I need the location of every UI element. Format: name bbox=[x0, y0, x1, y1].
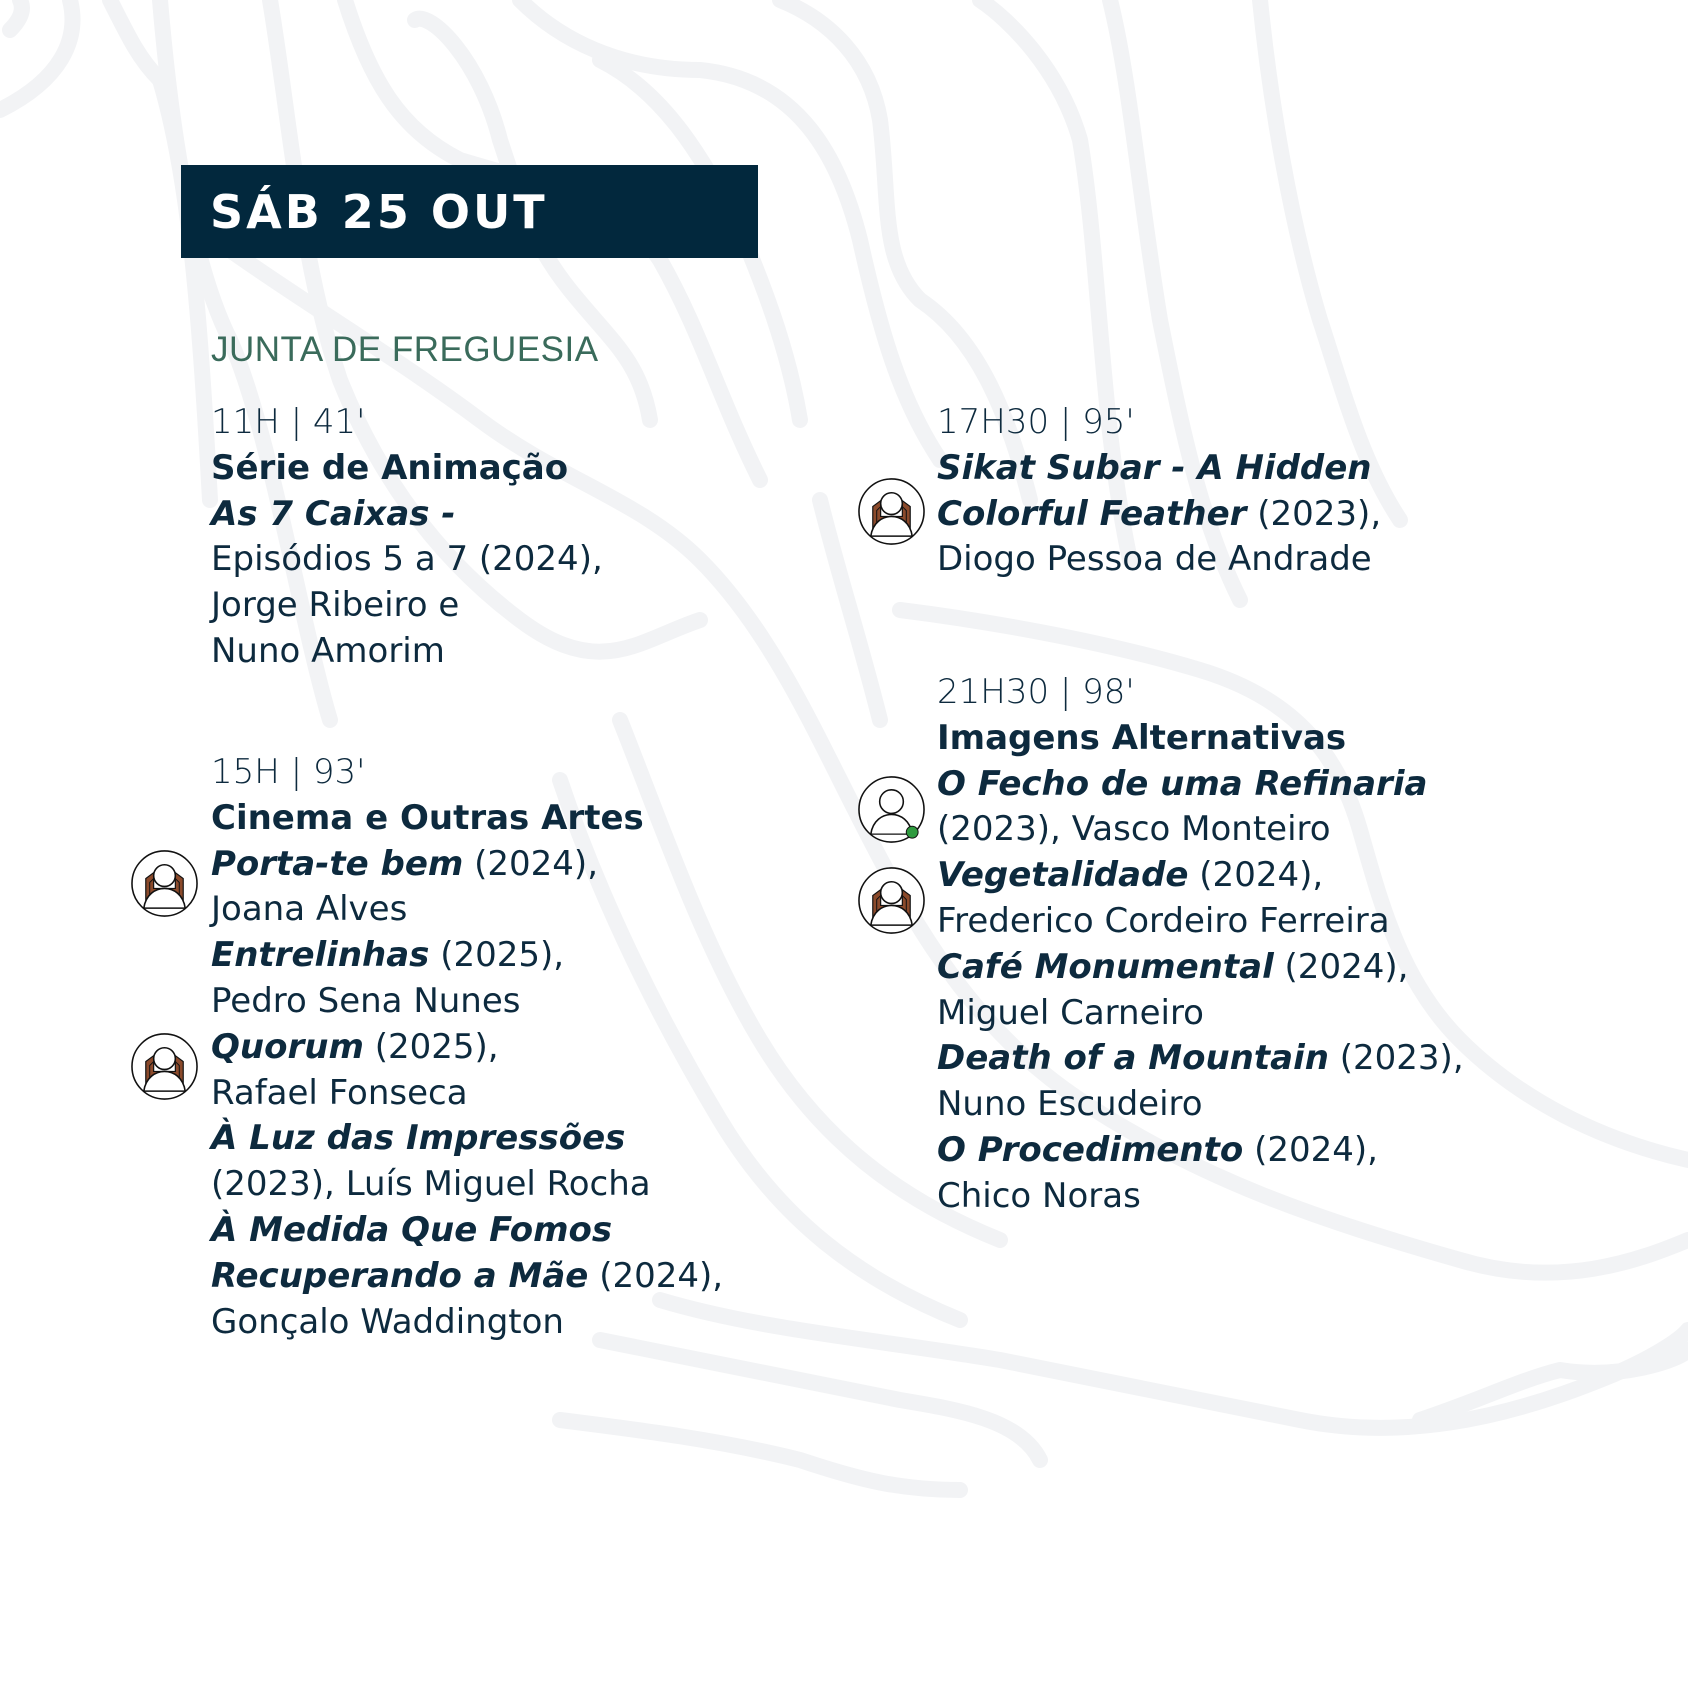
film-year: (2024), bbox=[599, 1255, 724, 1296]
film-title: Entrelinhas bbox=[211, 935, 430, 976]
film-entry bbox=[937, 853, 1464, 899]
film-entry bbox=[937, 1128, 1464, 1174]
session-time: 21H30 | 98' bbox=[937, 672, 1135, 712]
film-director: Frederico Cordeiro Ferreira bbox=[937, 900, 1390, 941]
session-15h bbox=[211, 750, 723, 1345]
film-director: Nuno Amorim bbox=[211, 630, 445, 671]
film-year: (2023), bbox=[937, 809, 1061, 850]
film-entry bbox=[937, 1036, 1464, 1082]
film-title: O Procedimento bbox=[937, 1129, 1244, 1170]
seated-person-icon bbox=[130, 849, 199, 918]
session-time: 11H | 41' bbox=[211, 402, 366, 442]
film-year: (2024), bbox=[474, 843, 599, 884]
venue-heading: JUNTA DE FREGUESIA bbox=[211, 330, 599, 369]
user-online-icon bbox=[857, 775, 926, 844]
film-director: Jorge Ribeiro e bbox=[211, 585, 460, 626]
film-director: Pedro Sena Nunes bbox=[211, 980, 521, 1021]
session-11h bbox=[211, 400, 603, 675]
film-title: Recuperando a Mãe bbox=[211, 1255, 589, 1296]
film-entry bbox=[937, 945, 1464, 991]
film-director: Chico Noras bbox=[937, 1175, 1141, 1216]
session-category: Série de Animação bbox=[211, 447, 569, 488]
film-title: As 7 Caixas - bbox=[211, 493, 456, 534]
film-year: (2023), bbox=[1257, 493, 1382, 534]
session-category: Imagens Alternativas bbox=[937, 717, 1347, 758]
film-year: (2023), bbox=[1339, 1038, 1464, 1079]
film-title: À Luz das Impressões bbox=[211, 1118, 626, 1159]
film-director: Rafael Fonseca bbox=[211, 1072, 468, 1113]
session-17h30 bbox=[937, 400, 1381, 583]
film-entry bbox=[211, 1254, 723, 1300]
film-entry bbox=[937, 807, 1464, 853]
film-title: Sikat Subar - A Hidden bbox=[937, 447, 1372, 488]
film-title: O Fecho de uma Refinaria bbox=[937, 763, 1428, 804]
film-title: Colorful Feather bbox=[937, 493, 1247, 534]
film-year: (2024), bbox=[1199, 855, 1324, 896]
film-title: Vegetalidade bbox=[937, 855, 1189, 896]
film-director: Nuno Escudeiro bbox=[937, 1084, 1203, 1125]
session-time: 17H30 | 95' bbox=[937, 402, 1135, 442]
film-director: Miguel Carneiro bbox=[937, 992, 1204, 1033]
film-entry bbox=[211, 1162, 723, 1208]
film-year: (2025), bbox=[374, 1026, 499, 1067]
film-director: Joana Alves bbox=[211, 889, 408, 930]
film-entry bbox=[211, 1025, 723, 1071]
seated-person-icon bbox=[857, 477, 926, 546]
film-entry bbox=[937, 492, 1381, 538]
seated-person-icon bbox=[130, 1032, 199, 1101]
film-year: (2023), bbox=[211, 1164, 335, 1205]
film-title: Porta-te bem bbox=[211, 843, 464, 884]
film-title: Quorum bbox=[211, 1026, 364, 1067]
film-entry bbox=[211, 842, 723, 888]
film-year: (2024), bbox=[1254, 1129, 1378, 1170]
film-title: Death of a Mountain bbox=[937, 1038, 1329, 1079]
film-year: (2025), bbox=[440, 935, 565, 976]
date-banner bbox=[181, 165, 758, 258]
film-director: Luís Miguel Rocha bbox=[345, 1164, 651, 1205]
date-heading: SÁB 25 OUT bbox=[210, 184, 548, 239]
session-21h30 bbox=[937, 670, 1464, 1220]
session-category: Cinema e Outras Artes bbox=[211, 797, 644, 838]
film-director: Gonçalo Waddington bbox=[211, 1301, 564, 1342]
film-director: Vasco Monteiro bbox=[1071, 809, 1331, 850]
film-info: Episódios 5 a 7 (2024), bbox=[211, 539, 603, 580]
film-title: Café Monumental bbox=[937, 946, 1274, 987]
film-entry bbox=[211, 933, 723, 979]
film-director: Diogo Pessoa de Andrade bbox=[937, 539, 1372, 580]
film-title: À Medida Que Fomos bbox=[211, 1209, 613, 1250]
session-time: 15H | 93' bbox=[211, 752, 366, 792]
seated-person-icon bbox=[857, 866, 926, 935]
film-year: (2024), bbox=[1284, 946, 1409, 987]
